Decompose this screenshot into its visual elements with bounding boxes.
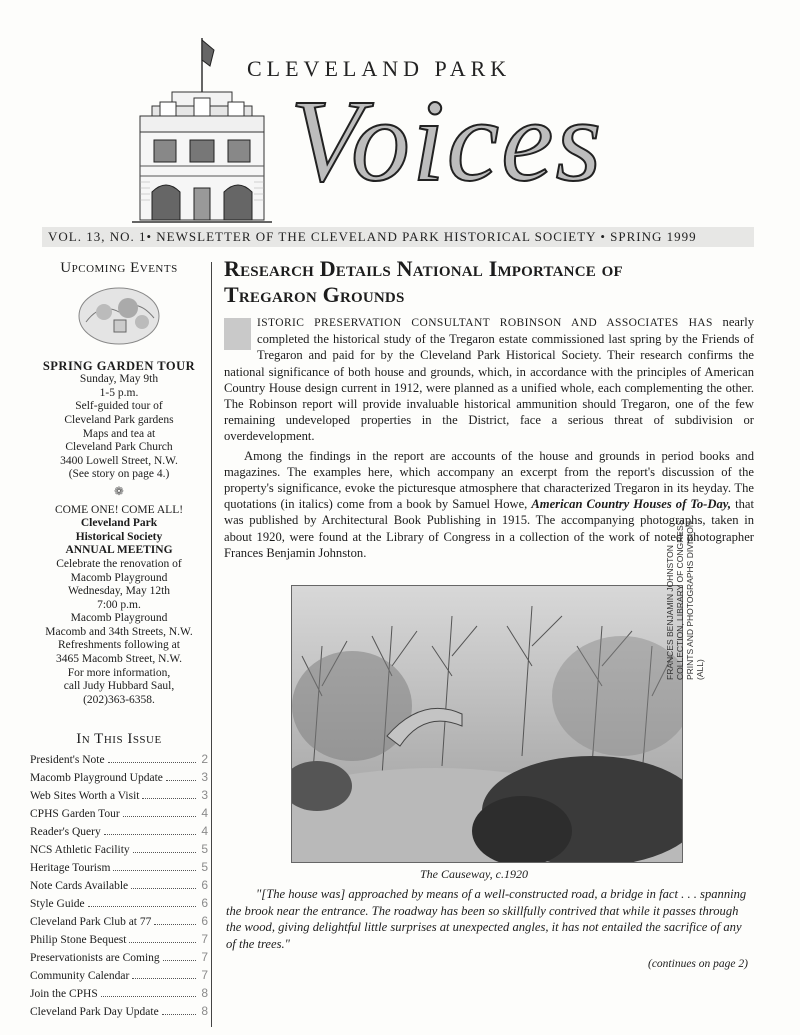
paragraph-text: that was published by Architectural Book Publishing in 1915. The accompanying photographs, taken in about 1920, were found at the Library of Congress in a collection of the work of noted photographer Frances Benjamin Johnston.: [224, 497, 754, 560]
toc-leader-dots: [132, 978, 196, 979]
masthead-title-top: CLEVELAND PARK: [247, 56, 512, 81]
garden-tour-details: [30, 373, 208, 482]
meeting-line: Refreshments following at: [57, 639, 180, 652]
column-divider: [211, 262, 212, 1027]
toc-item[interactable]: [30, 807, 208, 825]
toc-item-page: 2: [201, 752, 208, 767]
meeting-title-line: ANNUAL MEETING: [65, 544, 173, 557]
meeting-line: Macomb Playground: [70, 571, 168, 584]
continues-note: (continues on page 2): [648, 958, 748, 970]
toc-item-label: Style Guide: [30, 898, 85, 911]
toc-item-page: 7: [201, 968, 208, 983]
toc-item-page: 7: [201, 950, 208, 965]
book-title: American Country Houses of To-Day,: [531, 497, 732, 512]
annual-meeting-block: [30, 504, 208, 708]
drop-cap-block: [224, 318, 251, 350]
toc-item[interactable]: [30, 789, 208, 807]
meeting-title-line: Historical Society: [75, 530, 163, 543]
photo-caption: The Causeway, c.1920: [420, 867, 528, 881]
headline-line: Research Details National Importance of: [224, 256, 623, 281]
toc-item-page: 5: [201, 860, 208, 875]
garden-tour-line: Sunday, May 9th: [79, 373, 159, 386]
toc-item-label: Cleveland Park Day Update: [30, 1006, 159, 1019]
toc-item-label: Join the CPHS: [30, 988, 98, 1001]
garden-tour-line: 3400 Lowell Street, N.W.: [60, 454, 178, 467]
toc-item[interactable]: [30, 951, 208, 969]
toc-item-page: 4: [201, 806, 208, 821]
meeting-line: Macomb and 34th Streets, N.W.: [45, 625, 193, 638]
toc-item-label: Reader's Query: [30, 826, 101, 839]
toc-item[interactable]: [30, 843, 208, 861]
garden-sketch-image: [76, 282, 162, 348]
meeting-line: call Judy Hubbard Saul,: [63, 680, 175, 693]
toc-item-page: 6: [201, 878, 208, 893]
toc-item-page: 6: [201, 896, 208, 911]
toc-item-label: NCS Athletic Facility: [30, 844, 130, 857]
toc-leader-dots: [142, 798, 196, 799]
toc-item[interactable]: [30, 969, 208, 987]
toc-item[interactable]: [30, 933, 208, 951]
toc-item-page: 5: [201, 842, 208, 857]
toc-leader-dots: [123, 816, 196, 817]
toc-leader-dots: [163, 960, 196, 961]
garden-tour-line: 1-5 p.m.: [99, 386, 139, 399]
flower-separator-icon: ❁: [114, 485, 124, 498]
sidebar: [30, 258, 208, 1023]
toc-item[interactable]: [30, 861, 208, 879]
toc-item-page: 6: [201, 914, 208, 929]
toc-leader-dots: [162, 1014, 196, 1015]
garden-tour-line: Cleveland Park Church: [65, 441, 173, 454]
meeting-line: 3465 Macomb Street, N.W.: [55, 653, 183, 666]
paragraph-lead-caps: ISTORIC PRESERVATION CONSULTANT ROBINSON AND ASSOCIATES HAS: [257, 317, 713, 329]
in-this-issue-heading: In This Issue: [76, 731, 162, 748]
meeting-title-line: Cleveland Park: [80, 517, 158, 530]
toc-item-page: 7: [201, 932, 208, 947]
toc-item[interactable]: [30, 915, 208, 933]
meeting-intro: COME ONE! COME ALL!: [54, 503, 184, 516]
toc-item-label: Community Calendar: [30, 970, 130, 983]
toc-leader-dots: [101, 996, 196, 997]
garden-tour-line: Cleveland Park gardens: [64, 413, 174, 426]
causeway-photo-image: [292, 586, 682, 862]
toc-item-label: Web Sites Worth a Visit: [30, 790, 140, 803]
pull-quote: "[The house was] approached by means of a well-constructed road, a bridge in fact . . . spanning the brook near the entrance. The roadway has been so skillfully contrived that while it passes through the wood, giving delightful little surprises at unexpected angles, it has not entailed the sacrifice of any of the trees.": [226, 887, 747, 951]
toc-item-label: Philip Stone Bequest: [30, 934, 127, 947]
toc-leader-dots: [113, 870, 196, 871]
article-paragraph: [224, 314, 754, 445]
toc-item[interactable]: [30, 771, 208, 789]
meeting-line: Celebrate the renovation of: [56, 557, 182, 570]
toc-leader-dots: [108, 762, 196, 763]
masthead-title-voices: Voices: [290, 75, 604, 206]
toc-leader-dots: [88, 906, 196, 907]
headline-line: Tregaron Grounds: [224, 282, 405, 307]
toc-item[interactable]: [30, 1005, 208, 1023]
toc-item[interactable]: [30, 987, 208, 1005]
toc-item[interactable]: [30, 897, 208, 915]
toc-leader-dots: [104, 834, 196, 835]
photo-credit: FRANCES BENJAMIN JOHNSTON COLLECTION, LIBRARY OF CONGRESS, PRINTS AND PHOTOGRAPHS DIVISION (ALL): [665, 517, 705, 680]
toc-item[interactable]: [30, 879, 208, 897]
in-this-issue-list: [30, 753, 208, 1023]
toc-leader-dots: [129, 942, 196, 943]
volume-line: VOL. 13, NO. 1• NEWSLETTER OF THE CLEVELAND PARK HISTORICAL SOCIETY • SPRING 1999: [48, 229, 697, 244]
meeting-line: For more information,: [67, 666, 171, 679]
toc-item-page: 8: [201, 986, 208, 1001]
toc-item-label: Cleveland Park Club at 77: [30, 916, 152, 929]
toc-item-label: Heritage Tourism: [30, 862, 111, 875]
meeting-line: Wednesday, May 12th: [67, 585, 171, 598]
toc-item[interactable]: [30, 825, 208, 843]
toc-leader-dots: [131, 888, 196, 889]
toc-item-page: 4: [201, 824, 208, 839]
upcoming-events-heading: Upcoming Events: [60, 260, 178, 276]
toc-leader-dots: [133, 852, 196, 853]
toc-item-label: Macomb Playground Update: [30, 772, 163, 785]
masthead: [0, 0, 800, 225]
garden-tour-line: Self-guided tour of: [75, 400, 163, 413]
toc-item[interactable]: [30, 753, 208, 771]
toc-leader-dots: [166, 780, 196, 781]
toc-item-page: 3: [201, 770, 208, 785]
toc-item-label: President's Note: [30, 754, 105, 767]
toc-item-page: 8: [201, 1004, 208, 1019]
meeting-line: (202)363-6358.: [83, 693, 155, 706]
paragraph-text: nearly completed the historical study of the Tregaron estate commissioned last spring by the Friends of Tregaron and paid for by the Cleveland Park Historical Society. Their research confirms the national significance of both house and grounds, which, in accordance with the principles of American Country House design current in 1912, were planned as a unified whole, each complementing the other. The Robinson report will provide invaluable historical ammunition should Tregaron, one of the few remaining undeveloped properties in the District, face a serious threat of subdivision or overdevelopment.: [224, 315, 754, 444]
toc-item-label: CPHS Garden Tour: [30, 808, 120, 821]
meeting-line: 7:00 p.m.: [97, 598, 141, 611]
toc-leader-dots: [154, 924, 196, 925]
garden-tour-line: Maps and tea at: [82, 427, 156, 440]
article-headline: [224, 256, 754, 308]
toc-item-label: Preservationists are Coming: [30, 952, 160, 965]
garden-tour-line: (See story on page 4.): [68, 468, 170, 481]
garden-tour-title: SPRING GARDEN TOUR: [42, 358, 196, 373]
toc-item-label: Note Cards Available: [30, 880, 129, 893]
paragraph-text: Among the findings in the report are accounts of the house and grounds in period books and magazines. The examples here, which accompany an excerpt from the report's discussion of the property's significance, evoke the picturesque atmosphere that characterized Tregaron in its heyday. The quotations (in italics) come from a book by Samuel Howe,: [224, 448, 754, 512]
meeting-line: Macomb Playground: [70, 612, 168, 625]
toc-item-page: 3: [201, 788, 208, 803]
causeway-photo: [291, 585, 683, 863]
